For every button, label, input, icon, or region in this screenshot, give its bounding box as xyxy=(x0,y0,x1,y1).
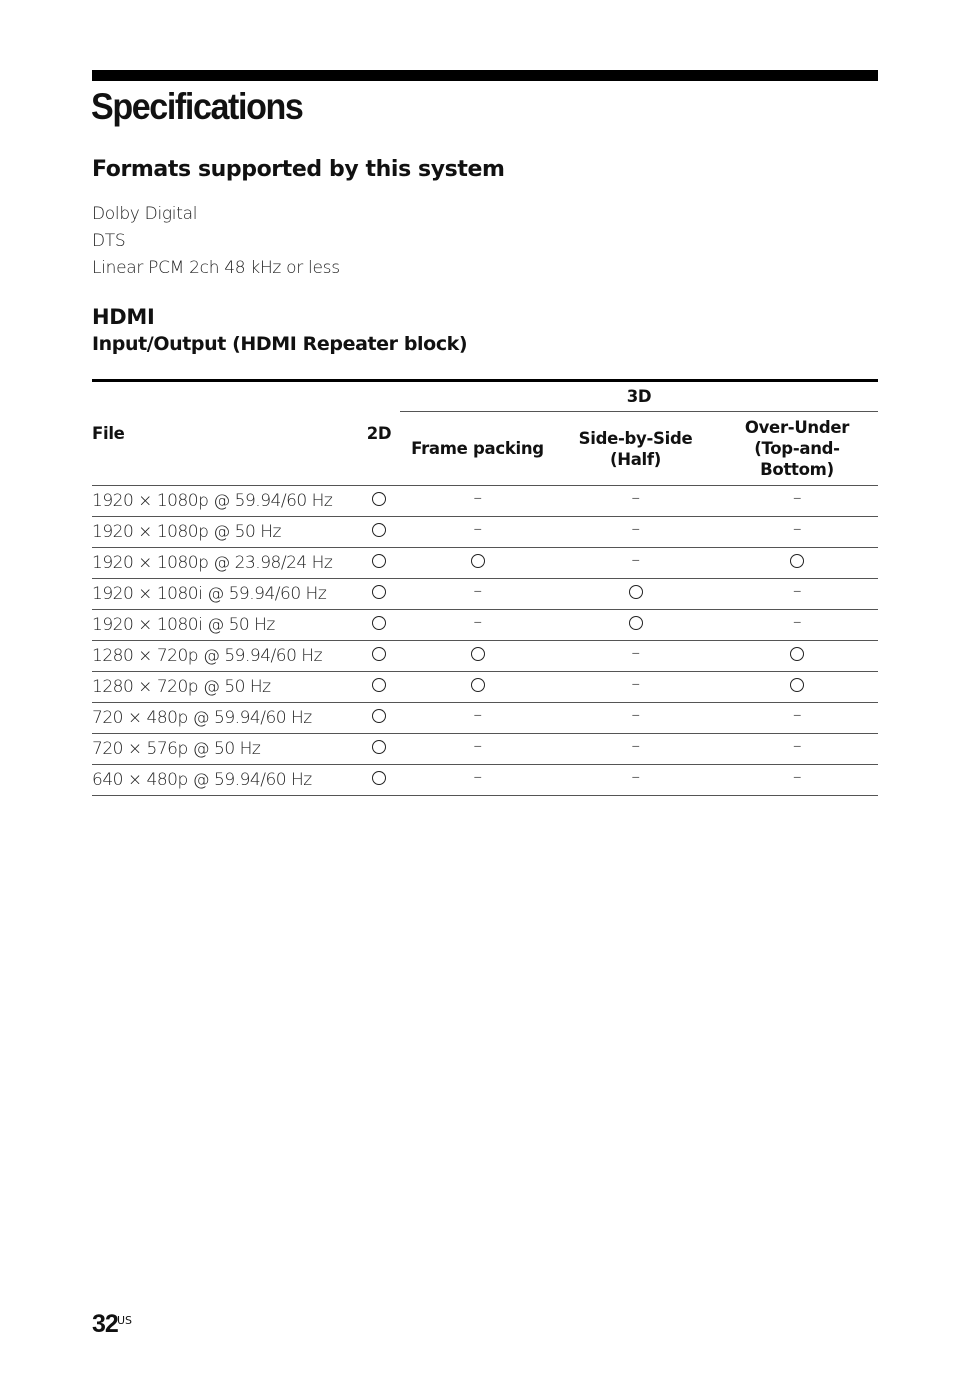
two-d-support-cell xyxy=(358,734,400,765)
frame-packing-support-cell xyxy=(400,672,555,703)
side-by-side-support-cell xyxy=(555,672,716,703)
frame-packing-support-cell xyxy=(400,610,555,641)
page-title: Specifications xyxy=(91,86,303,127)
two-d-support-cell xyxy=(358,703,400,734)
unsupported-dash: – xyxy=(631,519,640,539)
page-region-suffix: US xyxy=(117,1314,133,1327)
column-header-file: File xyxy=(92,381,358,486)
unsupported-dash: – xyxy=(631,674,640,694)
supported-circle-icon xyxy=(790,554,804,568)
unsupported-dash: – xyxy=(473,736,482,756)
side-by-side-support-cell xyxy=(555,765,716,796)
unsupported-dash: – xyxy=(473,767,482,787)
supported-circle-icon xyxy=(372,709,386,723)
file-format-cell: 640 × 480p @ 59.94/60 Hz xyxy=(92,765,358,796)
over-under-support-cell xyxy=(716,548,878,579)
table-row xyxy=(92,517,878,548)
table-row xyxy=(92,703,878,734)
table-row xyxy=(92,734,878,765)
unsupported-dash: – xyxy=(473,488,482,508)
column-header-2d: 2D xyxy=(358,381,400,486)
unsupported-dash: – xyxy=(473,519,482,539)
column-header-side-by-side xyxy=(555,412,716,486)
over-under-support-cell xyxy=(716,765,878,796)
side-by-side-support-cell xyxy=(555,579,716,610)
table-row xyxy=(92,579,878,610)
unsupported-dash: – xyxy=(631,488,640,508)
side-by-side-support-cell xyxy=(555,486,716,517)
file-format-cell: 1920 × 1080i @ 50 Hz xyxy=(92,610,358,641)
over-under-support-cell xyxy=(716,703,878,734)
supported-circle-icon xyxy=(372,492,386,506)
side-by-side-support-cell xyxy=(555,517,716,548)
unsupported-dash: – xyxy=(473,581,482,601)
over-under-support-cell xyxy=(716,579,878,610)
supported-circle-icon xyxy=(471,678,485,692)
two-d-support-cell xyxy=(358,486,400,517)
table-row xyxy=(92,765,878,796)
hdmi-subheading: Input/Output (HDMI Repeater block) xyxy=(92,333,468,355)
two-d-support-cell xyxy=(358,610,400,641)
frame-packing-support-cell xyxy=(400,517,555,548)
side-by-side-label: Side-by-Side (Half) xyxy=(578,428,693,469)
format-list xyxy=(92,201,340,282)
file-format-cell: 1920 × 1080p @ 23.98/24 Hz xyxy=(92,548,358,579)
unsupported-dash: – xyxy=(793,767,801,787)
over-under-support-cell xyxy=(716,517,878,548)
over-under-label: Over-Under (Top-and-Bottom) xyxy=(744,418,850,479)
table-body xyxy=(92,486,878,796)
unsupported-dash: – xyxy=(793,488,801,508)
over-under-support-cell xyxy=(716,734,878,765)
supported-circle-icon xyxy=(372,771,386,785)
two-d-support-cell xyxy=(358,517,400,548)
side-by-side-support-cell xyxy=(555,641,716,672)
unsupported-dash: – xyxy=(793,519,801,539)
unsupported-dash: – xyxy=(473,612,482,632)
page-number: 32 xyxy=(92,1310,118,1338)
over-under-support-cell xyxy=(716,486,878,517)
two-d-support-cell xyxy=(358,672,400,703)
over-under-support-cell xyxy=(716,610,878,641)
file-format-cell: 1920 × 1080i @ 59.94/60 Hz xyxy=(92,579,358,610)
supported-circle-icon xyxy=(471,554,485,568)
table-row xyxy=(92,610,878,641)
unsupported-dash: – xyxy=(793,612,801,632)
frame-packing-support-cell xyxy=(400,765,555,796)
side-by-side-support-cell xyxy=(555,548,716,579)
column-header-3d: 3D xyxy=(400,381,878,412)
file-format-cell: 1280 × 720p @ 50 Hz xyxy=(92,672,358,703)
format-item: DTS xyxy=(92,231,126,251)
unsupported-dash: – xyxy=(793,705,801,725)
supported-circle-icon xyxy=(372,647,386,661)
supported-circle-icon xyxy=(790,647,804,661)
unsupported-dash: – xyxy=(631,767,640,787)
table-row xyxy=(92,548,878,579)
over-under-support-cell xyxy=(716,641,878,672)
frame-packing-support-cell xyxy=(400,486,555,517)
format-item: Dolby Digital xyxy=(92,204,198,224)
file-format-cell: 1920 × 1080p @ 50 Hz xyxy=(92,517,358,548)
frame-packing-support-cell xyxy=(400,641,555,672)
unsupported-dash: – xyxy=(793,581,801,601)
over-under-support-cell xyxy=(716,672,878,703)
frame-packing-support-cell xyxy=(400,579,555,610)
supported-circle-icon xyxy=(372,616,386,630)
file-format-cell: 1920 × 1080p @ 59.94/60 Hz xyxy=(92,486,358,517)
two-d-support-cell xyxy=(358,641,400,672)
frame-packing-support-cell xyxy=(400,703,555,734)
frame-packing-support-cell xyxy=(400,734,555,765)
table-row xyxy=(92,641,878,672)
supported-circle-icon xyxy=(372,740,386,754)
file-format-cell: 1280 × 720p @ 59.94/60 Hz xyxy=(92,641,358,672)
unsupported-dash: – xyxy=(631,705,640,725)
table-row xyxy=(92,672,878,703)
supported-circle-icon xyxy=(629,585,643,599)
two-d-support-cell xyxy=(358,548,400,579)
supported-circle-icon xyxy=(471,647,485,661)
unsupported-dash: – xyxy=(631,643,640,663)
file-format-cell: 720 × 480p @ 59.94/60 Hz xyxy=(92,703,358,734)
side-by-side-support-cell xyxy=(555,734,716,765)
supported-circle-icon xyxy=(372,585,386,599)
formats-heading: Formats supported by this system xyxy=(92,157,505,182)
unsupported-dash: – xyxy=(473,705,482,725)
unsupported-dash: – xyxy=(631,736,640,756)
supported-circle-icon xyxy=(372,678,386,692)
column-header-frame-packing: Frame packing xyxy=(400,412,555,486)
supported-circle-icon xyxy=(790,678,804,692)
side-by-side-support-cell xyxy=(555,703,716,734)
supported-circle-icon xyxy=(629,616,643,630)
hdmi-heading: HDMI xyxy=(92,305,155,329)
title-rule xyxy=(92,70,878,81)
file-format-cell: 720 × 576p @ 50 Hz xyxy=(92,734,358,765)
format-item: Linear PCM 2ch 48 kHz or less xyxy=(92,258,340,278)
unsupported-dash: – xyxy=(793,736,801,756)
supported-circle-icon xyxy=(372,554,386,568)
two-d-support-cell xyxy=(358,579,400,610)
hdmi-format-table xyxy=(92,379,878,796)
side-by-side-support-cell xyxy=(555,610,716,641)
table-row xyxy=(92,486,878,517)
unsupported-dash: – xyxy=(631,550,640,570)
frame-packing-support-cell xyxy=(400,548,555,579)
two-d-support-cell xyxy=(358,765,400,796)
supported-circle-icon xyxy=(372,523,386,537)
column-header-over-under xyxy=(716,412,878,486)
